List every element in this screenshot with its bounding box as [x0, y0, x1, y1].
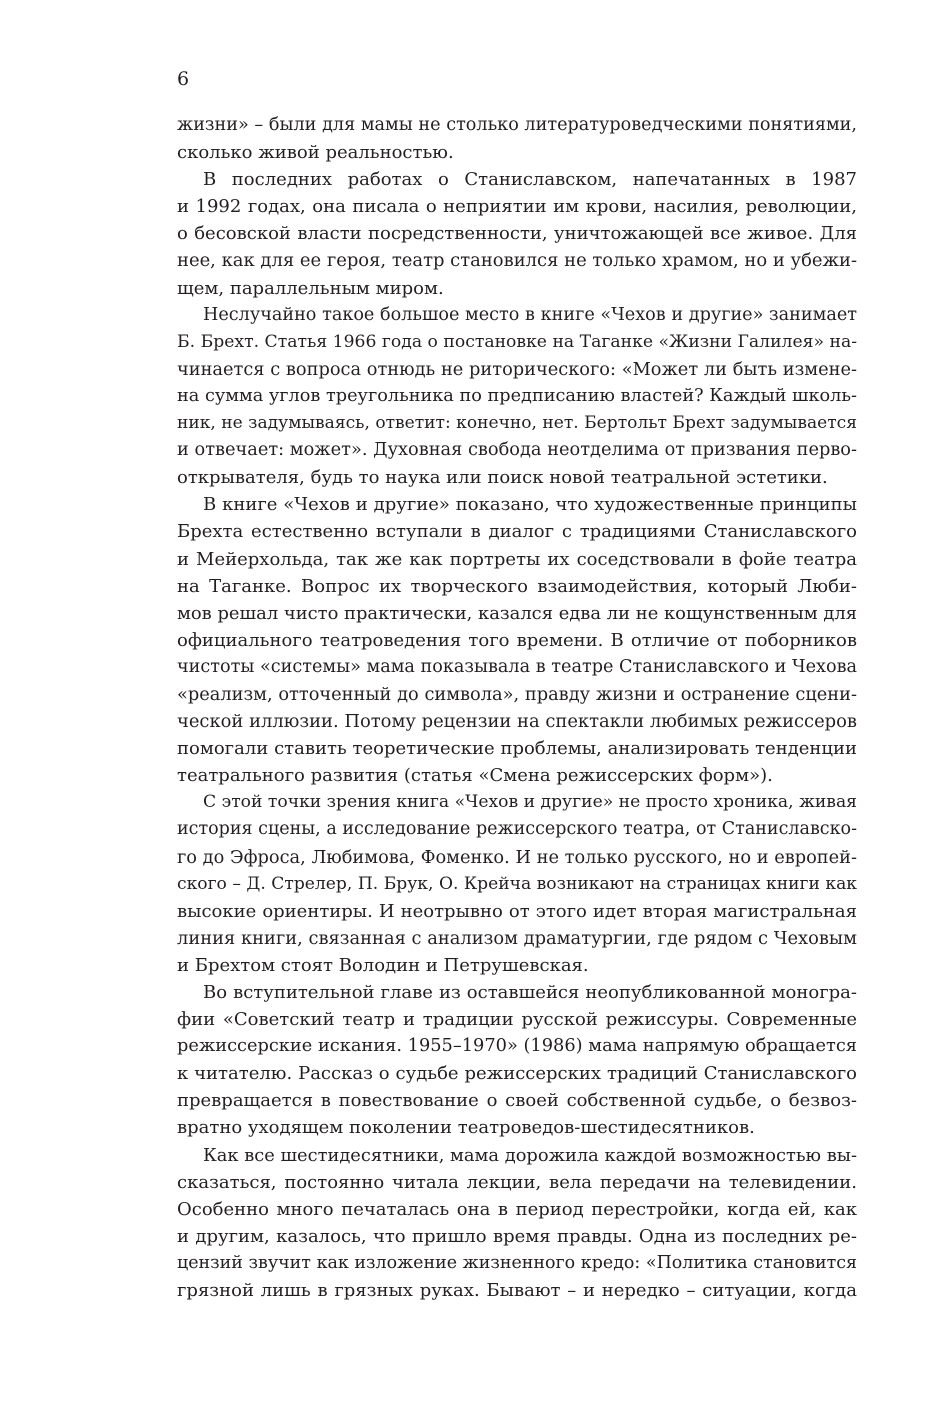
text-line: на сумма углов треугольника по предписанию властей? Каждый школь-	[177, 385, 857, 406]
paragraph	[177, 112, 857, 166]
text-line: цензий звучит как изложение жизненного кредо: «Политика становится	[177, 1252, 857, 1273]
text-line: и другим, казалось, что пришло время правды. Одна из последних ре-	[177, 1225, 857, 1247]
text-line: помогали ставить теоретические проблемы, анализировать тенденции	[177, 738, 857, 760]
text-line: вратно уходящем поколении театроведов-шестидесятников.	[177, 1117, 755, 1139]
text-line: режиссерские искания. 1955–1970» (1986) мама напрямую обращается	[177, 1036, 857, 1057]
text-line: на Таганке. Вопрос их творческого взаимодействия, который Люби-	[177, 575, 857, 597]
text-line: сказаться, постоянно читала лекции, вела передачи на телевидении.	[177, 1171, 857, 1193]
text-line: Брехта естественно вступали в диалог с традициями Станиславского	[177, 521, 857, 543]
paragraph	[177, 166, 857, 301]
text-line: к читателю. Рассказ о судьбе режиссерских традиций Станиславского	[177, 1063, 857, 1085]
text-line: Как все шестидесятники, мама дорожила каждой возможностью вы-	[203, 1144, 857, 1166]
text-line: жизни» – были для мамы не столько литературоведческими понятиями,	[177, 115, 857, 135]
text-line: сколько живой реальностью.	[177, 142, 454, 164]
text-line: и отвечает: может». Духовная свобода неотделима от призвания перво-	[177, 440, 857, 461]
text-line: чистоты «системы» мама показывала в театре Станиславского и Чехова	[177, 656, 857, 677]
text-line: Особенно много печаталась она в период перестройки, когда ей, как	[177, 1198, 857, 1220]
text-line: превращается в повествование о своей собственной судьбе, о безвоз-	[177, 1090, 857, 1112]
page-number: 6	[177, 68, 190, 90]
text-line: о бесовской власти посредственности, уничтожающей все живое. Для	[177, 223, 857, 245]
text-line: линия книги, связанная с анализом драматургии, где рядом с Чеховым	[177, 927, 857, 949]
text-line: открывателя, будь то наука или поиск новой театральной эстетики.	[177, 467, 828, 489]
text-line: высокие ориентиры. И неотрывно от этого идет вторая магистральная	[177, 900, 857, 922]
text-line: Б. Брехт. Статья 1966 года о постановке на Таганке «Жизни Галилея» на-	[177, 331, 857, 352]
text-line: и Брехтом стоят Володин и Петрушевская.	[177, 954, 589, 976]
paragraph	[177, 491, 857, 789]
text-line: «реализм, отточенный до символа», правду жизни и остранение сцени-	[177, 683, 857, 705]
text-line: мов решал чисто практически, казался едва ли не кощунственным для	[177, 602, 857, 624]
paragraph	[177, 302, 857, 492]
text-line: нее, как для ее героя, театр становился не только храмом, но и убежи-	[177, 250, 857, 272]
text-line: чинается с вопроса отнюдь не риторического: «Может ли быть измене-	[177, 358, 857, 380]
paragraph	[177, 979, 857, 1142]
text-line: В последних работах о Станиславском, напечатанных в 1987	[203, 169, 857, 191]
text-line: го до Эфроса, Любимова, Фоменко. И не только русского, но и европей-	[177, 846, 857, 868]
body-text	[177, 112, 857, 1304]
text-line: Неслучайно такое большое место в книге «Чехов и другие» занимает	[203, 304, 857, 325]
text-line: В книге «Чехов и другие» показано, что художественные принципы	[203, 494, 857, 516]
text-line: и 1992 годах, она писала о неприятии им крови, насилия, революции,	[177, 196, 857, 218]
text-line: история сцены, а исследование режиссерского театра, от Станиславско-	[177, 819, 857, 840]
text-line: театрального развития (статья «Смена режиссерских форм»).	[177, 765, 773, 787]
text-line: ник, не задумываясь, ответит: конечно, нет. Бертольт Брехт задумывается	[177, 413, 857, 434]
text-line: ческой иллюзии. Потому рецензии на спектакли любимых режиссеров	[177, 711, 857, 733]
text-line: С этой точки зрения книга «Чехов и другие» не просто хроника, живая	[203, 792, 857, 813]
text-line: Во вступительной главе из оставшейся неопубликованной моногра-	[203, 982, 857, 1003]
text-line: грязной лишь в грязных руках. Бывают – и нередко – ситуации, когда	[177, 1280, 857, 1302]
text-line: щем, параллельным миром.	[177, 277, 444, 299]
text-line: официального театроведения того времени. В отличие от поборников	[177, 629, 857, 651]
paragraph	[177, 1142, 857, 1305]
text-line: и Мейерхольда, так же как портреты их соседствовали в фойе театра	[177, 548, 857, 570]
text-line: фии «Советский театр и традиции русской режиссуры. Современные	[177, 1009, 857, 1031]
text-line: ского – Д. Стрелер, П. Брук, О. Крейча возникают на страницах книги как	[177, 873, 857, 894]
paragraph	[177, 789, 857, 979]
